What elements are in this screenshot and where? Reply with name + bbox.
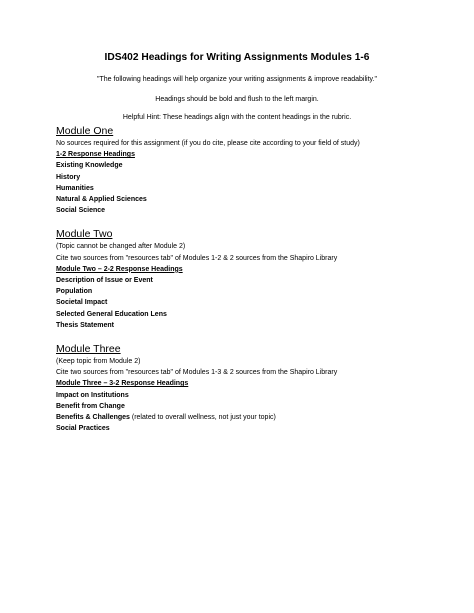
- document-title: IDS402 Headings for Writing Assignments Modules 1-6: [104, 52, 370, 63]
- heading-benefit-from-change: Benefit from Change: [56, 402, 125, 410]
- module-two-response-headings-title: Module Two – 2-2 Response Headings: [56, 265, 183, 273]
- benefits-challenges-note: (related to overall wellness, not just your topic): [131, 414, 276, 422]
- heading-thesis-statement: Thesis Statement: [56, 321, 114, 329]
- module-one-section: [56, 125, 416, 216]
- heading-social-practices: Social Practices: [56, 425, 110, 433]
- module-one-response-headings-title: 1-2 Response Headings: [56, 151, 135, 159]
- heading-benefits-challenges-row: [56, 412, 416, 423]
- section-spacer: [56, 331, 416, 343]
- module-two-heading: Module Two: [56, 228, 113, 241]
- heading-impact-on-institutions: Impact on Institutions: [56, 391, 129, 399]
- module-one-heading: Module One: [56, 125, 114, 137]
- heading-natural-applied-sciences: Natural & Applied Sciences: [56, 196, 147, 204]
- module-two-topic-note: (Topic cannot be changed after Module 2): [56, 243, 186, 251]
- heading-existing-knowledge: Existing Knowledge: [56, 162, 123, 170]
- module-three-sources-note: Cite two sources from "resources tab" of Modules 1-3 & 2 sources from the Shapiro Library: [56, 369, 338, 377]
- heading-benefits-challenges: Benefits & Challenges: [56, 414, 130, 422]
- heading-humanities: Humanities: [56, 184, 94, 192]
- module-three-topic-note: (Keep topic from Module 2): [56, 358, 141, 366]
- heading-history: History: [56, 173, 81, 181]
- intro-line-headings-rule: Headings should be bold and flush to the left margin.: [155, 96, 319, 103]
- module-three-response-headings-title: Module Three – 3-2 Response Headings: [56, 380, 189, 388]
- module-two-section: [56, 228, 416, 331]
- intro-line-helpful-hint: Helpful Hint: These headings align with the content headings in the rubric.: [122, 114, 352, 121]
- heading-social-science: Social Science: [56, 207, 106, 215]
- heading-description-of-issue: Description of Issue or Event: [56, 277, 153, 285]
- heading-selected-gen-ed-lens: Selected General Education Lens: [56, 310, 167, 318]
- heading-societal-impact: Societal Impact: [56, 299, 108, 307]
- module-one-sources-note: No sources required for this assignment (if you do cite, please cite according to your field of study): [56, 140, 360, 147]
- module-three-heading: Module Three: [56, 343, 121, 356]
- heading-population: Population: [56, 288, 93, 296]
- module-two-sources-note: Cite two sources from "resources tab" of Modules 1-2 & 2 sources from the Shapiro Library: [56, 254, 338, 262]
- module-three-section: [56, 343, 416, 434]
- section-spacer: [56, 216, 416, 228]
- intro-line-quote: "The following headings will help organize your writing assignments & improve readability.": [97, 76, 377, 83]
- modules-content: [56, 125, 416, 434]
